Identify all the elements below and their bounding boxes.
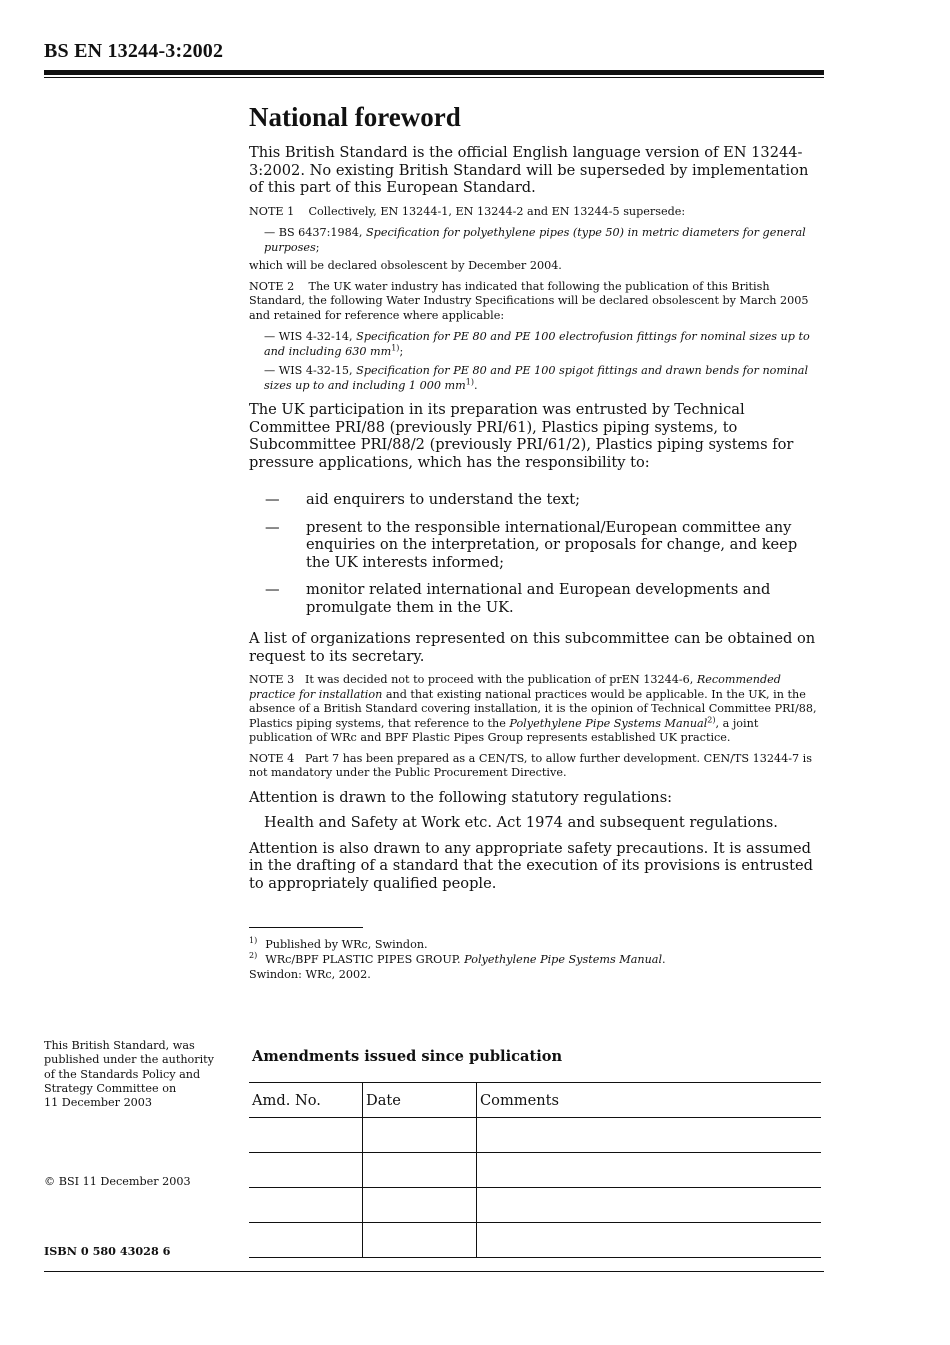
table-row (249, 1188, 821, 1223)
amendments-title: Amendments issued since publication (252, 1048, 563, 1065)
list-item (249, 519, 824, 572)
table-row (249, 1118, 821, 1153)
note-2 (249, 280, 824, 324)
note-3-text: and that existing national practices would be applicable. In the UK, in the absence of a British Standard covering installation, it is the opinion of Technical Committee PRI/88, Plastics piping systems, that reference to the (249, 687, 817, 730)
note-2-item-suffix: ; (399, 345, 404, 358)
page-title: National foreword (249, 102, 461, 132)
org-list-paragraph: A list of organizations represented on this subcommittee can be obtained on request to its secretary. (249, 630, 816, 665)
publication-line: Strategy Committee on (44, 1081, 177, 1095)
note-4 (249, 752, 824, 781)
footnote (249, 952, 824, 967)
table-cell (249, 1223, 363, 1258)
publication-line: published under the authority (44, 1053, 214, 1067)
document-id: BS EN 13244-3:2002 (44, 40, 224, 62)
footnote-text: WRc/BPF PLASTIC PIPES GROUP. (265, 953, 465, 966)
footnote-ref: 1) (391, 343, 400, 353)
note-2-item-suffix: . (473, 379, 478, 392)
table-cell (363, 1153, 477, 1188)
list-item (249, 491, 824, 509)
note-1-item (249, 225, 824, 255)
table-cell (249, 1188, 363, 1223)
participation-paragraph: The UK participation in its preparation was entrusted by Technical Committee PRI/88 (previously PRI/61), Plastics piping systems, to Subcommittee PRI/88/2 (previously PRI/61/2), Plastics piping systems for pressure applications, which has the responsibility to: (249, 401, 794, 471)
table-cell (477, 1223, 822, 1258)
note-2-item-title: Specification for PE 80 and PE 100 spigot fittings and drawn bends for nominal sizes up to and including 1 000 mm (264, 364, 809, 392)
note-2-item (249, 329, 824, 359)
note-3-label: NOTE 3 (249, 673, 295, 686)
note-4-text: Part 7 has been prepared as a CEN/TS, to allow further development. CEN/TS 13244-7 is not mandatory under the Public Procurement Directive. (249, 751, 812, 779)
table-cell (477, 1153, 822, 1188)
main-content (249, 100, 824, 900)
isbn: ISBN 0 580 43028 6 (44, 1244, 171, 1258)
note-3-title: Polyethylene Pipe Systems Manual (509, 716, 708, 730)
table-row (249, 1223, 821, 1258)
table-cell (477, 1118, 822, 1153)
publication-statement (44, 1039, 234, 1110)
note-3-text: It was decided not to proceed with the publication of prEN 13244-6, (304, 673, 697, 686)
footnote (249, 937, 824, 952)
header-rule-thin (44, 77, 824, 78)
note-1-after: which will be declared obsolescent by December 2004. (249, 259, 562, 272)
footer-rule (44, 1271, 824, 1272)
publication-line: This British Standard, was (44, 1039, 195, 1052)
note-2-text: The UK water industry has indicated that following the publication of this British Standard, the following Water Industry Specifications will be declared obsolescent by March 2005 and retained for reference where applicable: (249, 279, 809, 322)
footnote-mark: 2) (249, 951, 258, 961)
list-item (249, 581, 824, 616)
note-3-title: Recommended practice for installation (249, 673, 781, 701)
note-2-item-ref: — WIS 4-32-14, (264, 330, 357, 343)
note-1-item-ref: — BS 6437:1984, (264, 226, 367, 239)
column-header-comments: Comments (477, 1083, 822, 1118)
table-header-row (249, 1083, 821, 1118)
amendments-table (249, 1082, 821, 1258)
table-cell (363, 1188, 477, 1223)
note-1-label: NOTE 1 (249, 204, 295, 218)
responsibilities-list (249, 491, 824, 616)
dash-bullet: — (265, 491, 280, 508)
footnote-ref: 2) (707, 714, 716, 724)
table-cell (363, 1118, 477, 1153)
footnote-title: Polyethylene Pipe Systems Manual (464, 953, 663, 966)
header-rule-thick (44, 70, 824, 75)
table-cell (477, 1188, 822, 1223)
note-4-label: NOTE 4 (249, 751, 295, 765)
column-header-amd-no: Amd. No. (249, 1083, 363, 1118)
publication-line: of the Standards Policy and (44, 1067, 201, 1081)
publication-line: 11 December 2003 (44, 1096, 153, 1110)
table-cell (249, 1118, 363, 1153)
note-3-text: , a joint publication of WRc and BPF Plastic Pipes Group represents established UK practice. (249, 716, 759, 744)
footnote-text: Published by WRc, Swindon. (265, 938, 428, 951)
note-1-item-title: Specification for polyethylene pipes (type 50) in metric diameters for general purposes (264, 226, 806, 254)
footnotes (249, 937, 824, 982)
safety-paragraph: Attention is also drawn to any appropriate safety precautions. It is assumed in the drafting of a standard that the execution of its provisions is entrusted to appropriately qualified people. (249, 839, 814, 892)
note-2-label: NOTE 2 (249, 279, 295, 293)
note-1 (249, 205, 824, 220)
footnote-rule (249, 927, 363, 928)
note-2-item-title: Specification for PE 80 and PE 100 electrofusion fittings for nominal sizes up to and including 630 mm (264, 330, 810, 358)
note-2-item-ref: — WIS 4-32-15, (264, 364, 357, 377)
footnote-text: . (662, 953, 666, 966)
list-item-text: monitor related international and European developments and promulgate them in the UK. (306, 581, 771, 616)
note-1-item-suffix: ; (315, 241, 320, 254)
note-3 (249, 673, 824, 746)
table-cell (363, 1223, 477, 1258)
dash-bullet: — (265, 581, 280, 598)
intro-paragraph: This British Standard is the official English language version of EN 13244-3:2002. No existing British Standard will be superseded by implementation of this part of this European Standard. (249, 144, 809, 196)
copyright: © BSI 11 December 2003 (44, 1175, 191, 1188)
table-cell (249, 1153, 363, 1188)
list-item-text: present to the responsible international/European committee any enquiries on the interpretation, or proposals for change, and keep the UK interests informed; (306, 518, 798, 571)
statutory-paragraph: Attention is drawn to the following statutory regulations: (249, 788, 673, 806)
note-2-item (249, 363, 824, 393)
footnote-ref: 1) (465, 377, 474, 387)
dash-bullet: — (265, 518, 280, 536)
footnote-continuation: Swindon: WRc, 2002. (249, 968, 371, 981)
footnote-mark: 1) (249, 936, 258, 946)
note-1-text: Collectively, EN 13244-1, EN 13244-2 and EN 13244-5 supersede: (308, 204, 686, 218)
list-item-text: aid enquirers to understand the text; (306, 491, 581, 508)
statutory-item: Health and Safety at Work etc. Act 1974 and subsequent regulations. (264, 814, 778, 831)
column-header-date: Date (363, 1083, 477, 1118)
table-row (249, 1153, 821, 1188)
